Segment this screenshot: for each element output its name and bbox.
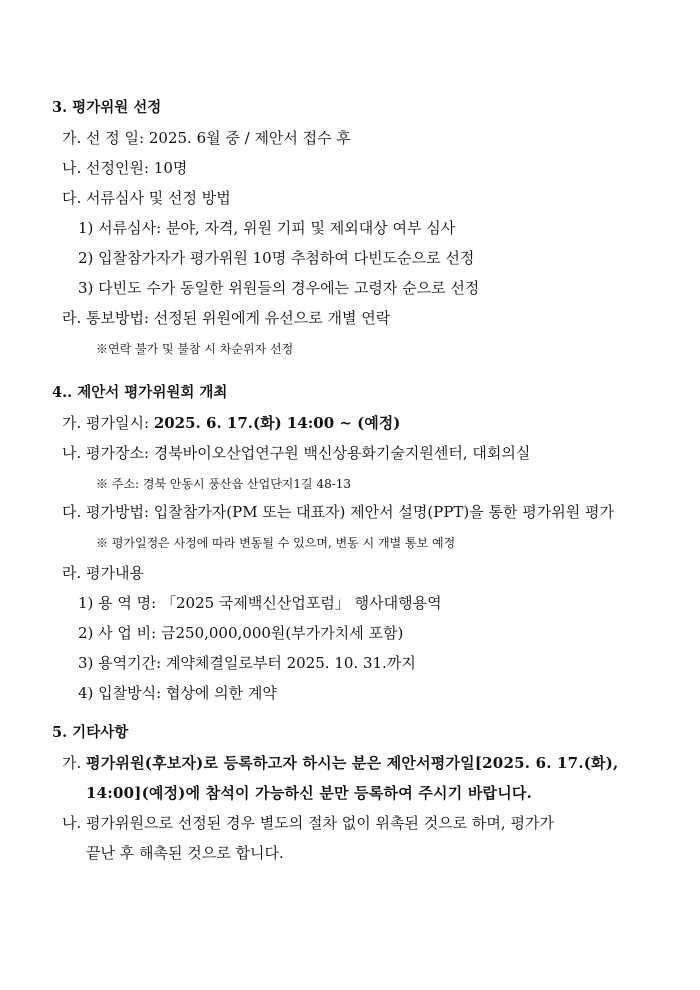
s3-da-item-3: 3) 다빈도 수가 동일한 위원들의 경우에는 고령자 순으로 선정	[78, 279, 480, 297]
section-3-title: 3. 평가위원 선정	[52, 99, 162, 116]
s3-ga: 가. 선 정 일: 2025. 6월 중 / 제안서 접수 후	[62, 129, 351, 147]
s5-na-line-1: 나. 평가위원으로 선정된 경우 별도의 절차 없이 위촉된 것으로 하며, 평가가	[62, 814, 554, 832]
s3-da: 다. 서류심사 및 선정 방법	[62, 189, 231, 207]
s4-da-note: ※ 평가일정은 사정에 따라 변동될 수 있으며, 변동 시 개별 통보 예정	[96, 536, 456, 550]
s4-na-note: ※ 주소: 경북 안동시 풍산읍 산업단지1길 48-13	[96, 477, 352, 491]
s4-ra-item-3: 3) 용역기간: 계약체결일로부터 2025. 10. 31.까지	[78, 654, 416, 672]
s3-ra: 라. 통보방법: 선정된 위원에게 유선으로 개별 연락	[62, 309, 391, 327]
s3-da-item-2: 2) 입찰참가자가 평가위원 10명 추첨하여 다빈도순으로 선정	[78, 249, 475, 267]
s3-ra-note: ※연락 불가 및 불참 시 차순위자 선정	[96, 342, 294, 356]
s4-ra: 라. 평가내용	[62, 564, 144, 582]
s3-da-item-1: 1) 서류심사: 분야, 자격, 위원 기피 및 제외대상 여부 심사	[78, 219, 456, 237]
s5-ga-line-2: 14:00](예정)에 참석이 가능하신 분만 등록하여 주시기 바랍니다.	[86, 784, 533, 802]
s5-na-line-2: 끝난 후 해촉된 것으로 합니다.	[86, 844, 284, 862]
s4-ra-item-2: 2) 사 업 비: 금250,000,000원(부가가치세 포함)	[78, 624, 404, 642]
section-4-title: 4.. 제안서 평가위원회 개최	[52, 384, 228, 401]
s4-ga-label: 가. 평가일시:	[62, 414, 154, 432]
s4-ra-item-4: 4) 입찰방식: 협상에 의한 계약	[78, 684, 277, 702]
s4-na: 나. 평가장소: 경북바이오산업연구원 백신상용화기술지원센터, 대회의실	[62, 444, 531, 462]
s5-ga-line-1	[62, 753, 618, 773]
s4-ra-item-1: 1) 용 역 명: 「2025 국제백신산업포럼」 행사대행용역	[78, 594, 442, 612]
s5-ga-prefix: 가.	[62, 754, 87, 772]
s4-da: 다. 평가방법: 입찰참가자(PM 또는 대표자) 제안서 설명(PPT)을 통한 평가위원 평가	[62, 503, 614, 521]
section-5-title: 5. 기타사항	[52, 724, 129, 741]
s4-ga	[62, 413, 400, 433]
s5-ga-text-1: 평가위원(후보자)로 등록하고자 하시는 분은 제안서평가일[2025. 6. 17.(화),	[86, 754, 619, 772]
s3-na: 나. 선정인원: 10명	[62, 159, 188, 177]
s4-ga-value: 2025. 6. 17.(화) 14:00 ~ (예정)	[153, 414, 401, 432]
